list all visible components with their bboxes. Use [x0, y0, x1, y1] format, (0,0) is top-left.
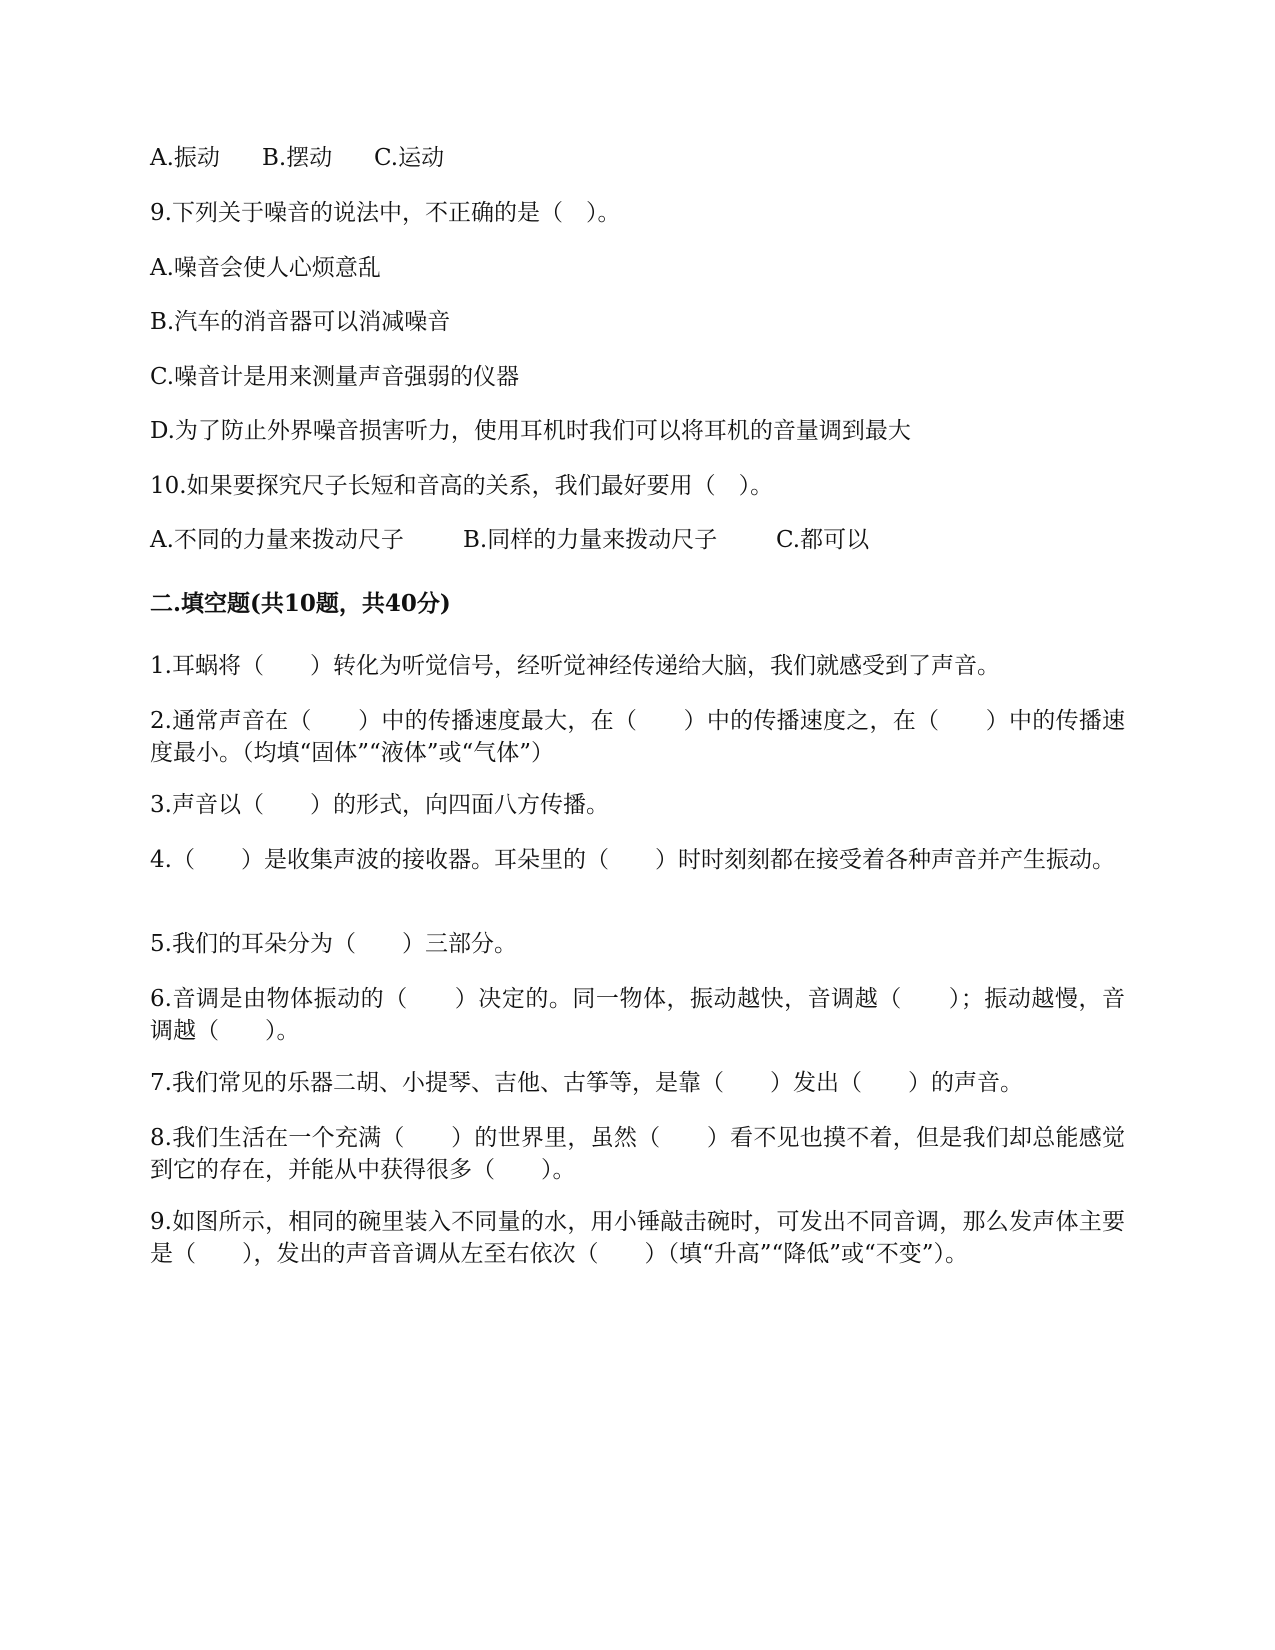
- q10-option-c: C.都可以: [776, 527, 870, 553]
- q9-option-a: A.噪音会使人心烦意乱: [150, 255, 381, 281]
- q8-option-b: B.摆动: [262, 145, 333, 171]
- q10-option-b: B.同样的力量来拨动尺子: [463, 527, 718, 553]
- q9-option-c: C.噪音计是用来测量声音强弱的仪器: [150, 364, 520, 390]
- q9-option-b: B.汽车的消音器可以消减噪音: [150, 309, 451, 335]
- section-heading: 二.填空题(共10题，共40分): [150, 590, 451, 617]
- fill-item-3: 3.声音以（ ）的形式，向四面八方传播。: [150, 792, 609, 818]
- q8-options: [150, 142, 444, 174]
- q10-options: [150, 524, 869, 556]
- q8-option-c: C.运动: [374, 145, 445, 171]
- fill-item-7: 7.我们常见的乐器二胡、小提琴、吉他、古筝等，是靠（ ）发出（ ）的声音。: [150, 1070, 1023, 1096]
- q8-option-a: A.振动: [150, 145, 220, 171]
- fill-item-5: 5.我们的耳朵分为（ ）三部分。: [150, 931, 517, 957]
- document-page: [150, 0, 1125, 1650]
- fill-item-6: 6.音调是由物体振动的（ ）决定的。同一物体，振动越快，音调越（ ）；振动越慢，音调越（ ）。: [150, 986, 1125, 1044]
- q10-option-a: A.不同的力量来拨动尺子: [150, 527, 404, 553]
- q10-stem: 10.如果要探究尺子长短和音高的关系，我们最好要用（ ）。: [150, 473, 774, 499]
- q9-stem: 9.下列关于噪音的说法中，不正确的是（ ）。: [150, 200, 621, 226]
- q9-option-d: D.为了防止外界噪音损害听力，使用耳机时我们可以将耳机的音量调到最大: [150, 418, 911, 444]
- fill-item-8: 8.我们生活在一个充满（ ）的世界里，虽然（ ）看不见也摸不着，但是我们却总能感觉到它的存在，并能从中获得很多（ ）。: [150, 1125, 1125, 1183]
- fill-item-1: 1.耳蜗将（ ）转化为听觉信号，经听觉神经传递给大脑，我们就感受到了声音。: [150, 653, 1000, 679]
- fill-item-9: 9.如图所示，相同的碗里装入不同量的水，用小锤敲击碗时，可发出不同音调，那么发声体主要是（ ），发出的声音音调从左至右依次（ ）（填“升高”“降低”或“不变”）。: [150, 1209, 1125, 1267]
- fill-item-2: 2.通常声音在（ ）中的传播速度最大，在（ ）中的传播速度之，在（ ）中的传播速度最小。（均填“固体”“液体”或“气体”）: [150, 708, 1125, 766]
- fill-item-4: 4.（ ）是收集声波的接收器。耳朵里的（ ）时时刻刻都在接受着各种声音并产生振动。: [150, 847, 1115, 873]
